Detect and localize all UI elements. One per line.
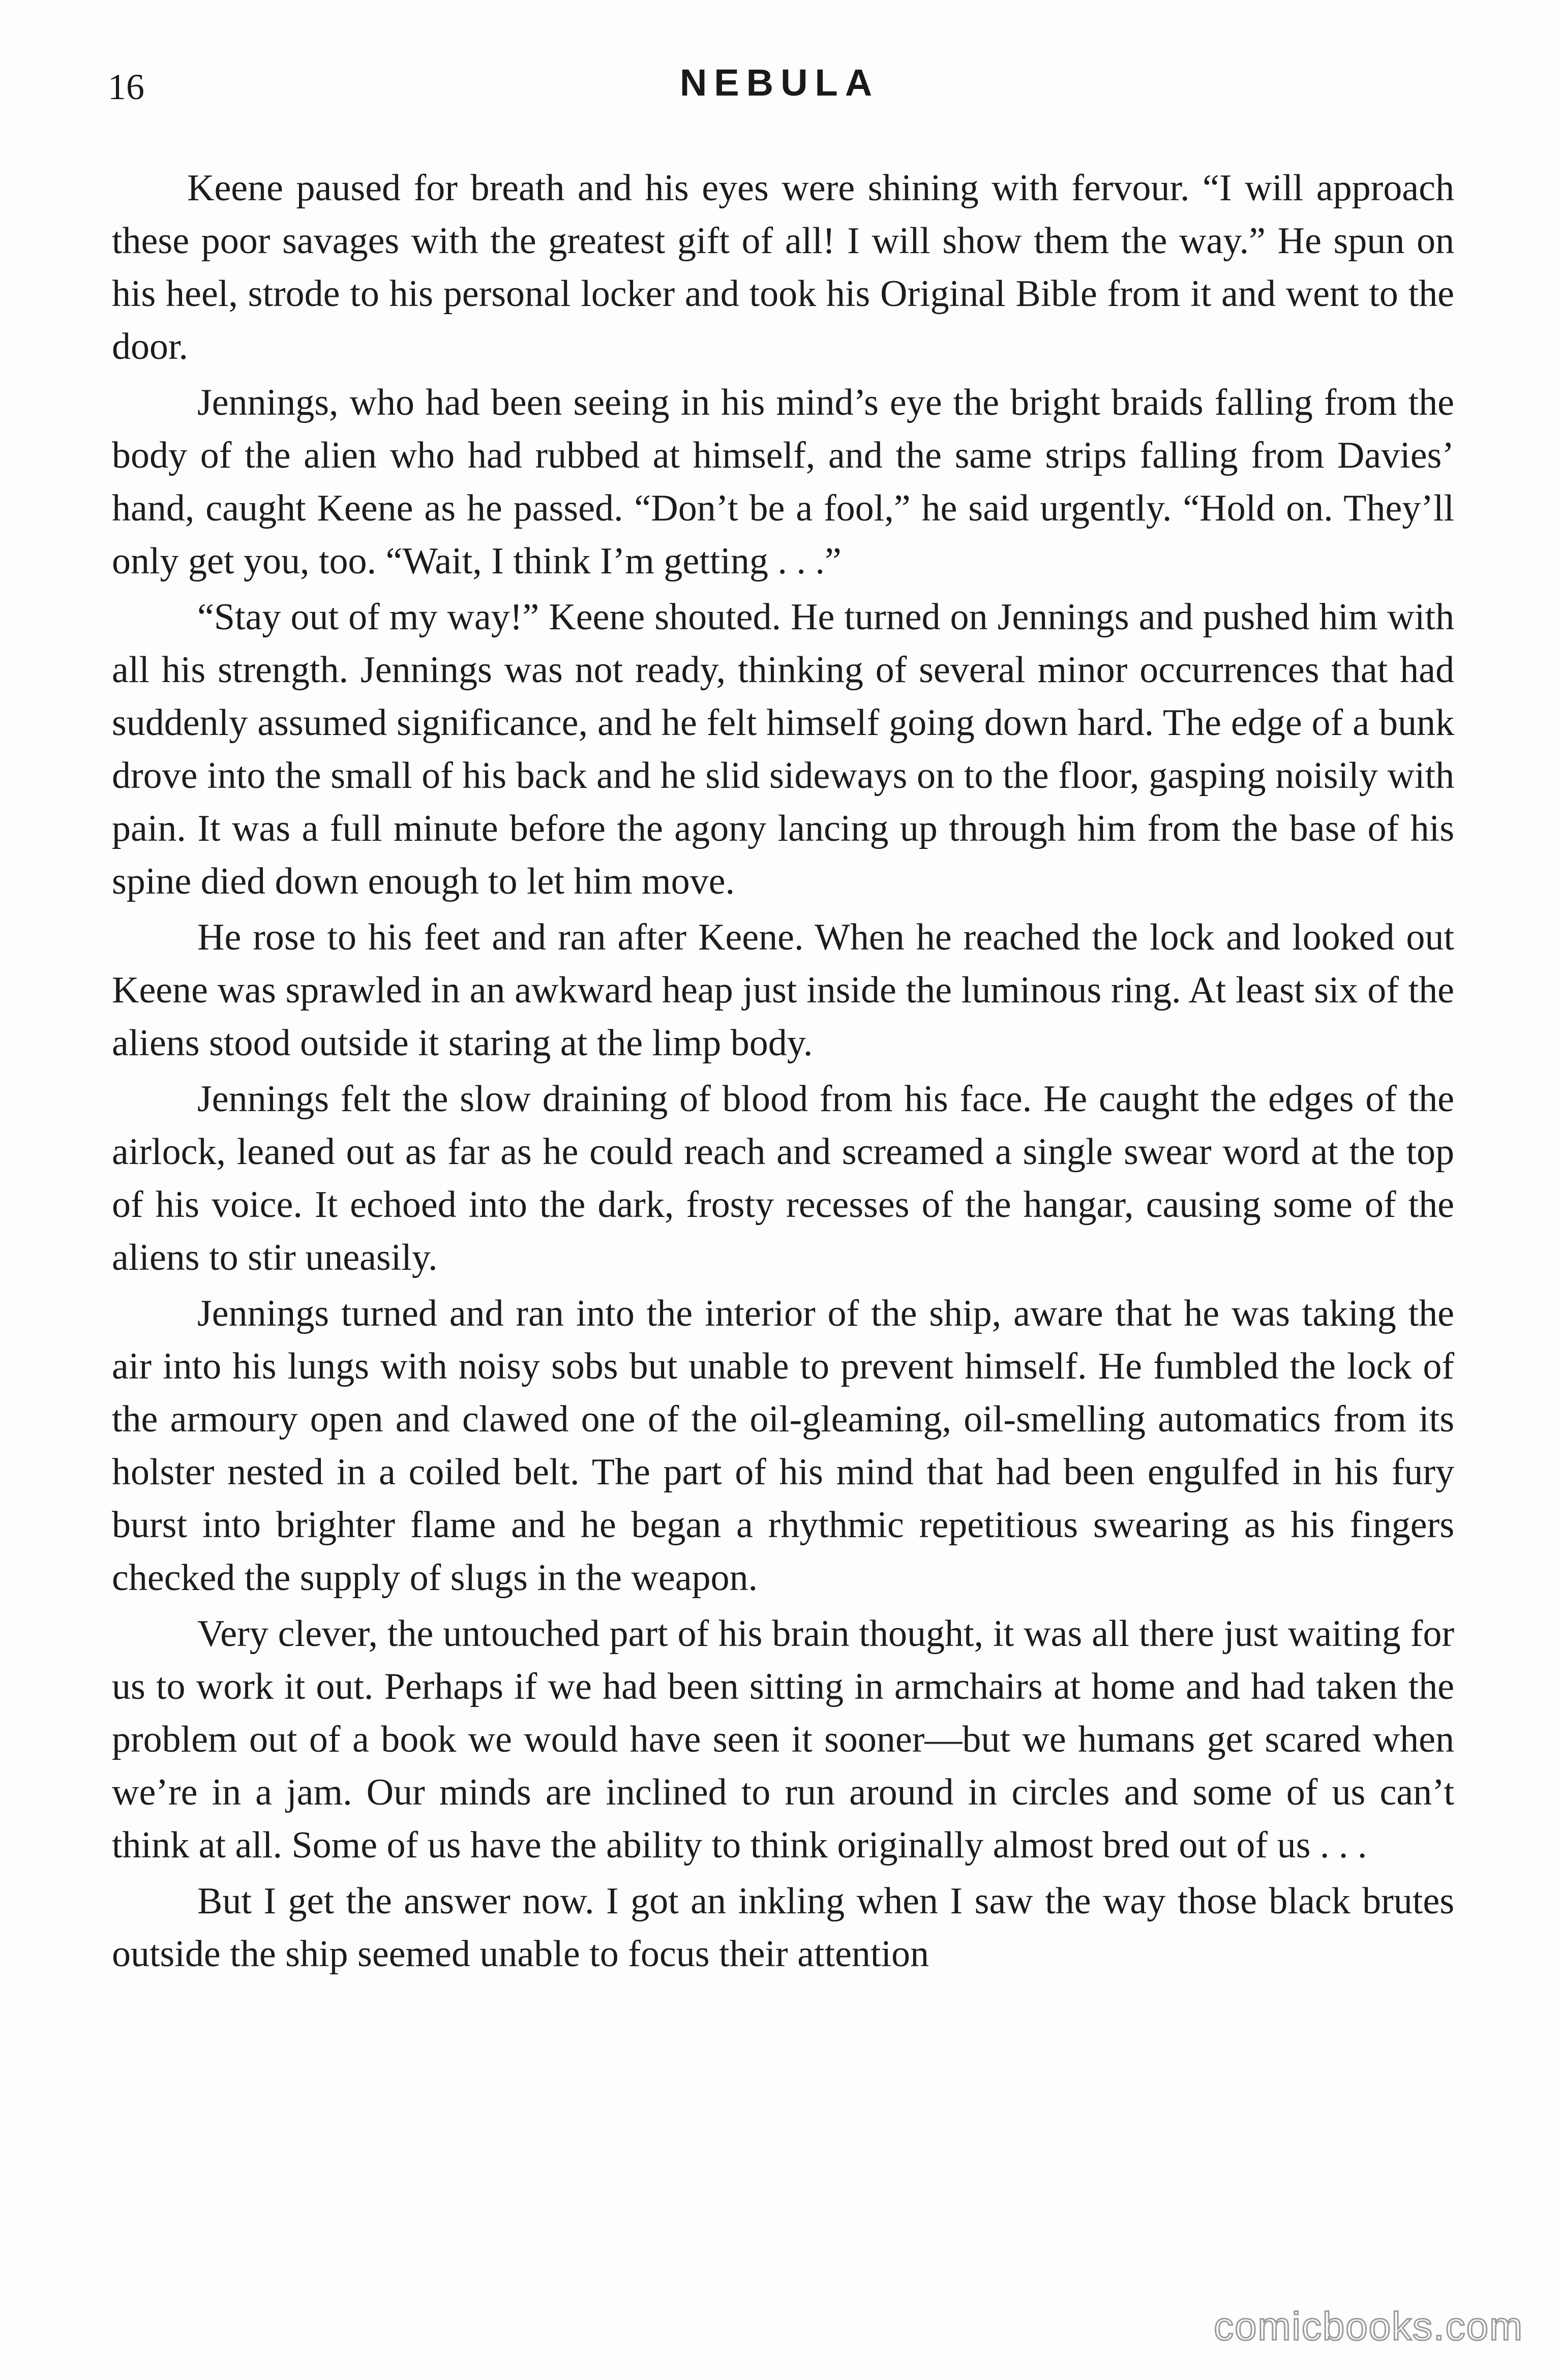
paragraph-jennings-braids: Jennings, who had been seeing in his mind’s eye the bright braids falling from the body of the alien who had rubbed at himself, and the same strips falling from Davies’ hand, caught Keene as he passed. “Don’t be a fool,” he said urgently. “Hold on. They’ll only get you, too. “Wait, I think I’m getting . . .”: [112, 382, 1454, 582]
paragraph-slow-draining: Jennings felt the slow draining of blood from his face. He caught the edges of the airlock, leaned out as far as he could reach and screamed a single swear word at the top of his voice. It echoed into the dark, frosty recesses of the hangar, causing some of the aliens to stir uneasily.: [112, 1078, 1454, 1278]
site-watermark: comicbooks.com: [1214, 2304, 1523, 2348]
paragraph-get-the-answer: But I get the answer now. I got an inkling when I saw the way those black brutes outside the ship seemed unable to focus their attention: [112, 1880, 1454, 1975]
story-text: [112, 162, 1454, 1984]
paragraph-keene-paused: Keene paused for breath and his eyes were shining with fervour. “I will approach these poor savages with the greatest gift of all! I will show them the way.” He spun on his heel, strode to his personal locker and took his Original Bible from it and went to the door.: [112, 167, 1454, 368]
paragraph-ran-into-interior: Jennings turned and ran into the interior of the ship, aware that he was taking the air into his lungs with noisy sobs but unable to prevent himself. He fumbled the lock of the armoury open and clawed one of the oil-gleaming, oil-smelling automatics from its holster nested in a coiled belt. The part of his mind that had been engulfed in his fury burst into brighter flame and he began a rhythmic repetitious swearing as his fingers checked the supply of slugs in the weapon.: [112, 1293, 1454, 1599]
page-number: 16: [108, 67, 144, 107]
paragraph-stay-out: “Stay out of my way!” Keene shouted. He turned on Jennings and pushed him with all his strength. Jennings was not ready, thinking of several minor occurrences that had suddenly assumed significance, and he felt himself going down hard. The edge of a bunk drove into the small of his back and he slid sideways on to the floor, gasping noisily with pain. It was a full minute before the agony lancing up through him from the base of his spine died down enough to let him move.: [112, 596, 1454, 902]
running-title: NEBULA: [679, 62, 880, 104]
page-header: [0, 61, 1559, 117]
paragraph-very-clever: Very clever, the untouched part of his brain thought, it was all there just waiting for us to work it out. Perhaps if we had been sitting in armchairs at home and had taken the problem out of a book we would have seen it sooner—but we humans get scared when we’re in a jam. Our minds are inclined to run around in circles and some of us can’t think at all. Some of us have the ability to think originally almost bred out of us . . .: [112, 1613, 1454, 1866]
paragraph-rose-to-feet: He rose to his feet and ran after Keene. When he reached the lock and looked out Keene was sprawled in an awkward heap just inside the luminous ring. At least six of the aliens stood outside it staring at the limp body.: [112, 917, 1454, 1064]
